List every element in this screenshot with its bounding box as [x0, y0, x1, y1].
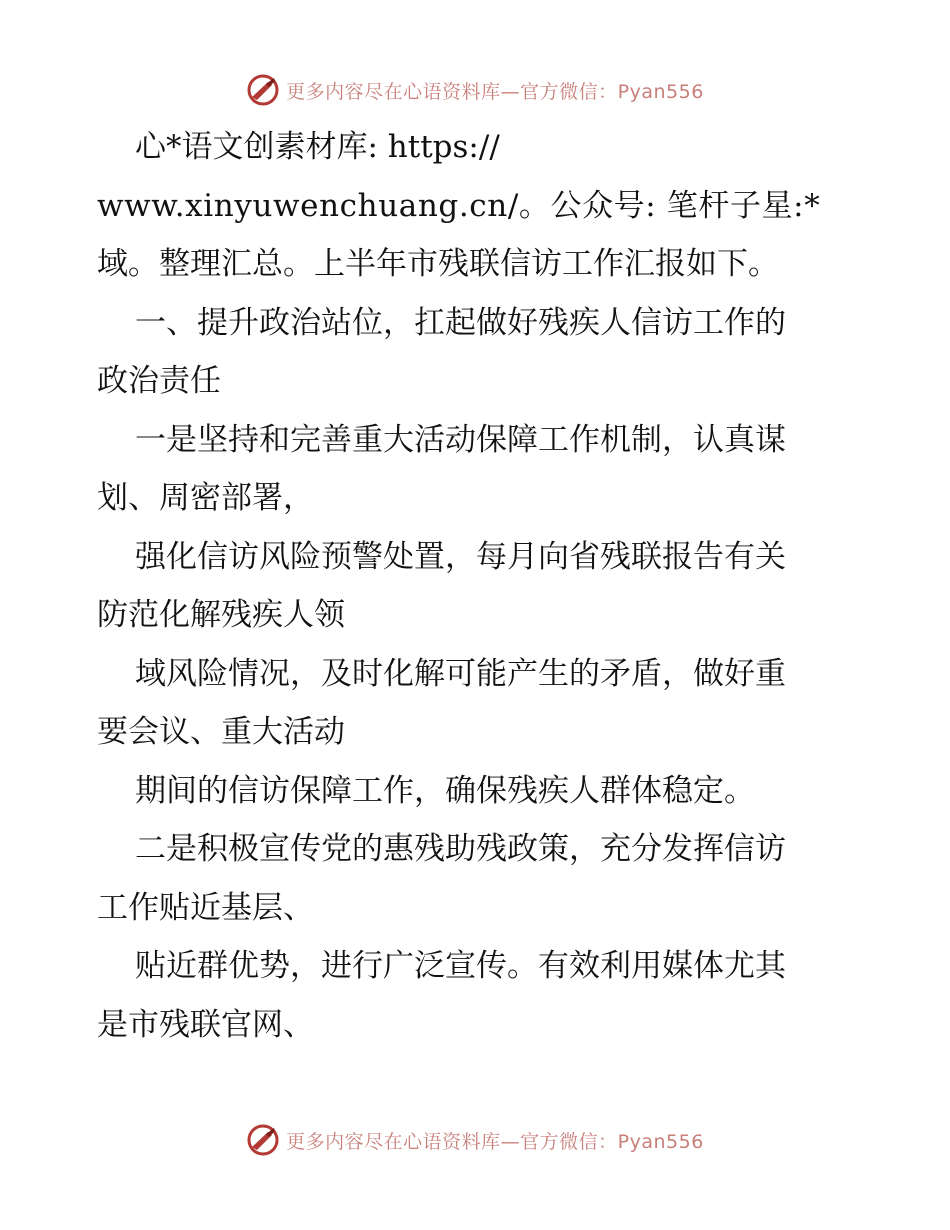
document-body — [97, 118, 857, 1054]
doc-line-9: 防范化解残疾人领 — [97, 597, 345, 633]
doc-line-6: 一是坚持和完善重大活动保障工作机制，认真谋 — [135, 421, 786, 458]
header-banner-text: 更多内容尽在心语资料库—官方微信：Pyan556 — [286, 80, 704, 103]
header-banner — [0, 70, 950, 110]
doc-line-1: 心*语文创素材库: https:// — [135, 129, 500, 165]
doc-line-15: 贴近群优势，进行广泛宣传。有效利用媒体尤其 — [135, 948, 786, 984]
doc-line-16: 是市残联官网、 — [97, 1006, 314, 1043]
doc-line-8: 强化信访风险预警处置，每月向省残联报告有关 — [135, 538, 786, 575]
section-heading-1-cont: 政治责任 — [97, 363, 221, 399]
header-banner-content — [246, 73, 704, 107]
doc-line-2: www.xinyuwenchuang.cn/。公众号: 笔杆子星:* — [97, 187, 821, 224]
doc-line-7: 划、周密部署， — [97, 480, 314, 516]
doc-line-10: 域风险情况，及时化解可能产生的矛盾，做好重 — [135, 655, 786, 692]
footer-banner — [0, 1120, 950, 1160]
doc-line-12: 期间的信访保障工作，确保残疾人群体稳定。 — [135, 772, 755, 809]
doc-line-13: 二是积极宣传党的惠残助残政策，充分发挥信访 — [135, 831, 786, 867]
section-heading-1: 一、提升政治站位，扛起做好残疾人信访工作的 — [135, 304, 786, 341]
pen-logo-icon — [246, 73, 280, 107]
doc-line-11: 要会议、重大活动 — [97, 714, 345, 750]
footer-banner-text: 更多内容尽在心语资料库—官方微信：Pyan556 — [286, 1130, 704, 1153]
doc-line-14: 工作贴近基层、 — [97, 889, 314, 926]
footer-banner-content — [246, 1123, 704, 1157]
pen-logo-icon — [246, 1123, 280, 1157]
doc-line-3: 域。整理汇总。上半年市残联信访工作汇报如下。 — [97, 246, 779, 282]
